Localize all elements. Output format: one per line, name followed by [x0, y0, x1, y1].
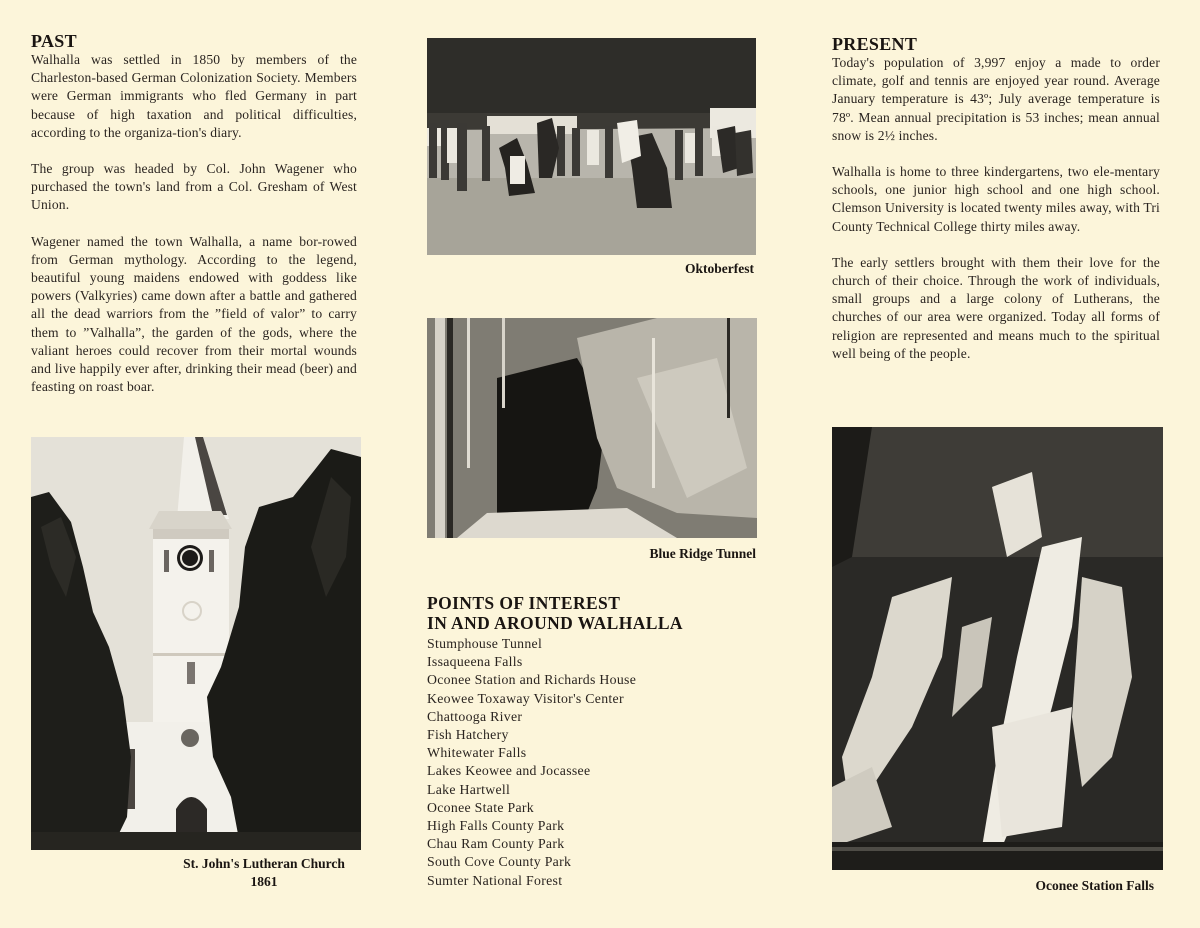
past-section	[31, 31, 357, 414]
poi-title-line2: IN AND AROUND WALHALLA	[427, 613, 683, 633]
past-paragraph: The group was headed by Col. John Wagener who purchased the town's land from a Col. Gresham of West Union.	[31, 161, 357, 213]
poi-item: Lakes Keowee and Jocassee	[427, 763, 591, 779]
church-caption-title: St. John's Lutheran Church	[183, 856, 345, 871]
oconee-station-falls-photo	[832, 427, 1163, 870]
poi-item: Fish Hatchery	[427, 727, 509, 743]
oktoberfest-photo	[427, 38, 756, 255]
poi-item: Lake Hartwell	[427, 781, 511, 797]
poi-item: Chattooga River	[427, 708, 523, 724]
past-paragraph: Walhalla was settled in 1850 by members of the Charleston-based German Colonization Society. Members were German immigrants who fled Germany in part because of high taxation and political difficulties, according to the organiza-tion's diary.	[31, 52, 357, 140]
present-paragraph: Walhalla is home to three kindergartens, two ele-mentary schools, one junior high school and one high school. Clemson University is located twenty miles away, with Tri County Technical College thirty miles away.	[832, 164, 1160, 234]
poi-title-line1: POINTS OF INTEREST	[427, 593, 621, 613]
points-of-interest	[427, 593, 757, 890]
poi-item: Oconee Station and Richards House	[427, 672, 637, 688]
church-caption-year: 1861	[250, 874, 278, 889]
oktoberfest-caption: Oktoberfest	[685, 261, 754, 276]
oconee-station-falls-caption: Oconee Station Falls	[1035, 878, 1154, 893]
poi-item: High Falls County Park	[427, 818, 565, 834]
poi-item: Sumter National Forest	[427, 872, 563, 888]
present-paragraph: The early settlers brought with them their love for the church of their choice. Through the work of individuals, small groups and a large colony of Lutherans, the churches of our area were organized. Today all forms of religion are represented and means much to the spiritual well being of the people.	[832, 254, 1160, 361]
past-paragraph: Wagener named the town Walhalla, a name bor-rowed from German mythology. According to the legend, beautiful young maidens endowed with goddess like powers (Valkyries) came down after a battle and gathered all the dead warriors from the ”field of valor” to carry them to ”Valhalla”, the garden of the gods, where the valiant heroes could recover from their mortal wounds and live happily ever after, drinking their mead (beer) and feasting on roast boar.	[31, 233, 357, 395]
poi-item: Keowee Toxaway Visitor's Center	[427, 690, 624, 706]
poi-item: Chau Ram County Park	[427, 836, 565, 852]
poi-item: Whitewater Falls	[427, 745, 527, 761]
blue-ridge-tunnel-photo	[427, 318, 757, 538]
present-heading: PRESENT	[832, 34, 918, 54]
present-section	[832, 34, 1160, 381]
present-paragraph: Today's population of 3,997 enjoy a made to order climate, golf and tennis are enjoyed year round. Average January temperature is 43º; July average temperature is 78º. Mean annual precipitation is 53 inches; mean annual snow is 2½ inches.	[832, 55, 1160, 143]
poi-list	[427, 635, 757, 890]
church-caption	[99, 855, 429, 891]
church-photo	[31, 437, 361, 850]
poi-item: Issaqueena Falls	[427, 654, 523, 670]
past-heading: PAST	[31, 31, 77, 51]
poi-item: Stumphouse Tunnel	[427, 636, 543, 651]
poi-item: South Cove County Park	[427, 854, 572, 870]
poi-item: Oconee State Park	[427, 799, 535, 815]
blue-ridge-tunnel-caption: Blue Ridge Tunnel	[649, 546, 756, 561]
